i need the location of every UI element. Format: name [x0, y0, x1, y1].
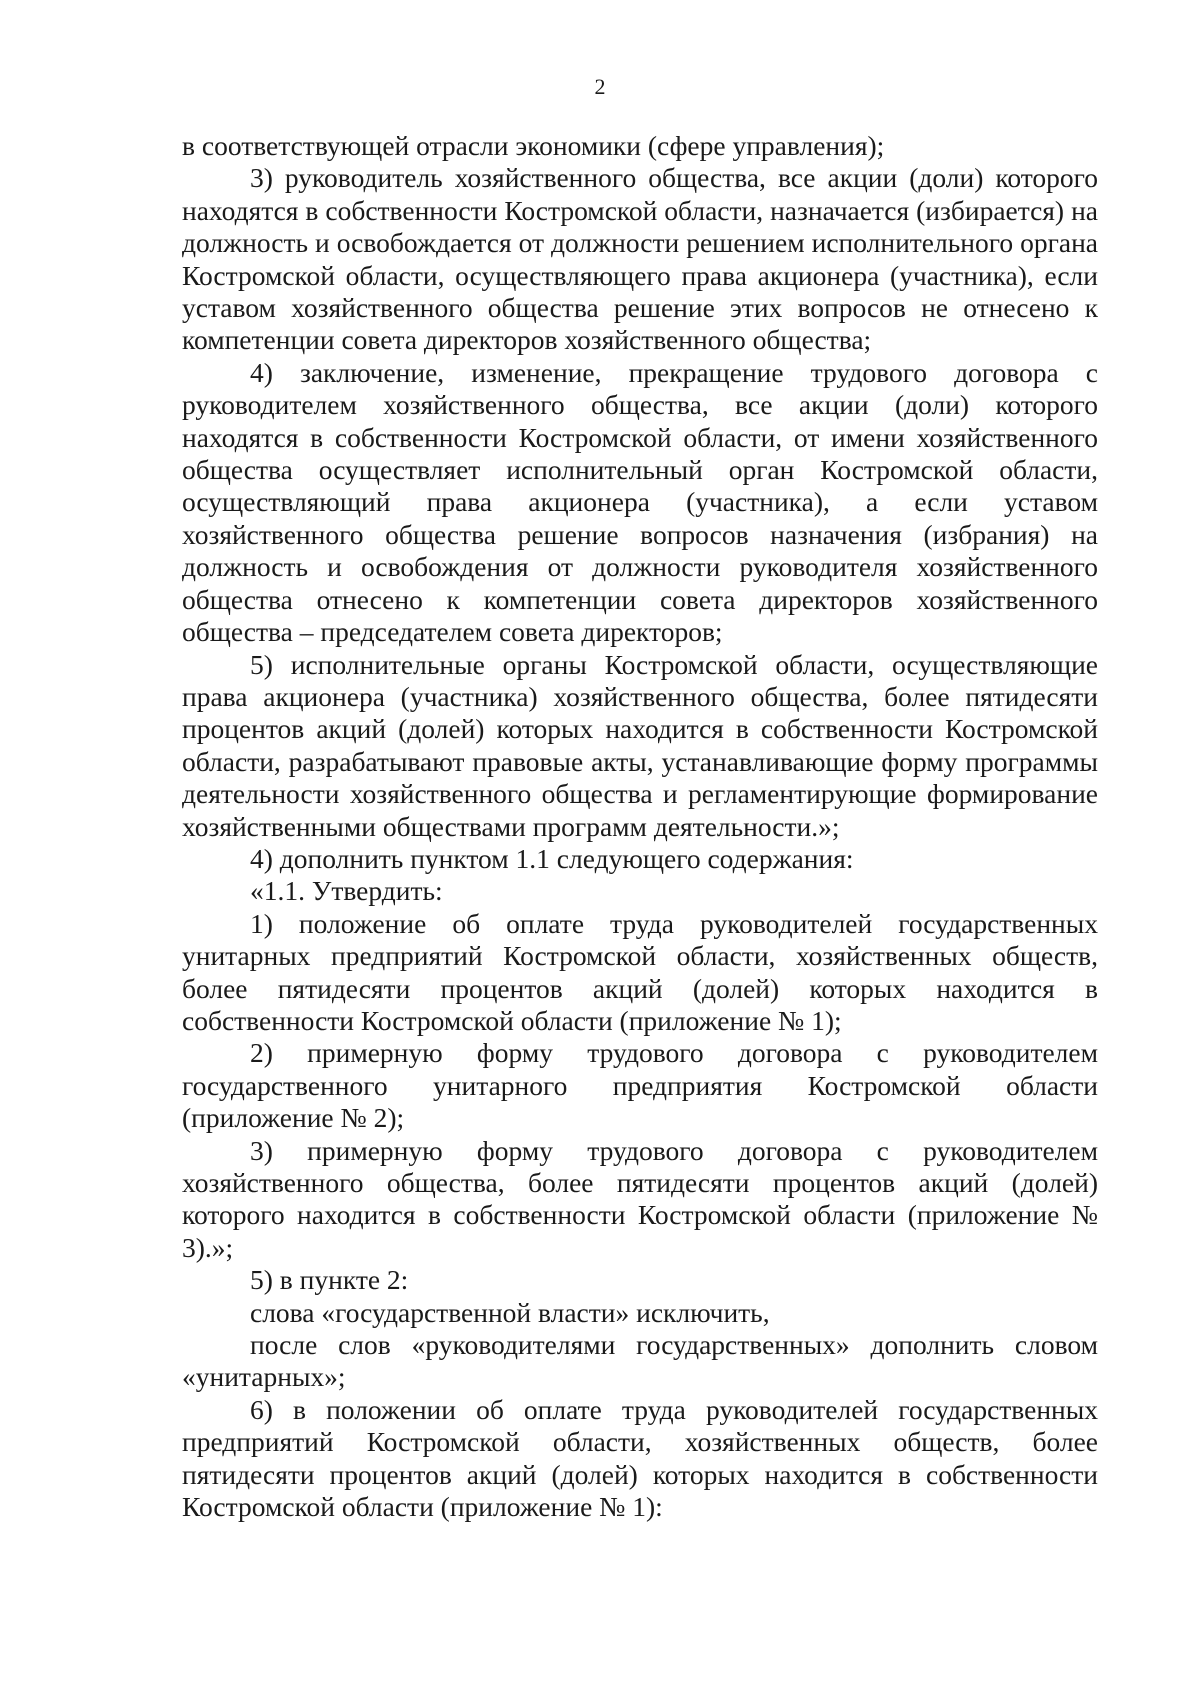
paragraph-amendment-6: 6) в положении об оплате труда руководителей государственных предприятий Костромской области, хозяйственных обществ, более пятидесяти процентов акций (долей) которых находится в собственности Костромской области (приложение № 1): — [182, 1393, 1098, 1523]
paragraph-approve-item-1: 1) положение об оплате труда руководителей государственных унитарных предприятий Костромской области, хозяйственных обществ, более пятидесяти процентов акций (долей) которых находится в собственности Костромской области (приложение № 1); — [182, 907, 1098, 1036]
paragraph-clause-1-1: «1.1. Утвердить: — [250, 875, 443, 907]
paragraph-approve-item-3: 3) примерную форму трудового договора с руководителем хозяйственного общества, более пятидесяти процентов акций (долей) которого находится в собственности Костромской области (приложение № 3).»; — [182, 1134, 1098, 1263]
paragraph-amendment-5: 5) в пункте 2: — [250, 1264, 409, 1296]
page-number: 2 — [594, 74, 606, 99]
paragraph-item-5-executive-bodies: 5) исполнительные органы Костромской области, осуществляющие права акционера (участника) хозяйственного общества, более пятидесяти процентов акций (долей) которых находится в собственности Костромской области, разрабатывают правовые акты, устанавливающие форму программы деятельности хозяйственного общества и регламентирующие формирование хозяйственными обществами программ деятельности.»; — [182, 648, 1098, 842]
paragraph-continuation: в соответствующей отрасли экономики (сфере управления); — [182, 130, 885, 161]
paragraph-item-4-labor-contract: 4) заключение, изменение, прекращение трудового договора с руководителем хозяйственного общества, все акции (доли) которого находятся в собственности Костромской области, от имени хозяйственного общества осуществляет исполнительный орган Костромской области, осуществляющий права акционера (участника), а если уставом хозяйственного общества решение вопросов назначения (избрания) на должность и освобождения от должности руководителя хозяйственного общества отнесено к компетенции совета директоров хозяйственного общества – председателем совета директоров; — [182, 356, 1098, 648]
paragraph-item-3-director-appointment: 3) руководитель хозяйственного общества, все акции (доли) которого находятся в собственности Костромской области, назначается (избирается) на должность и освобождается от должности решением исполнительного органа Костромской области, осуществляющего права акционера (участника), если уставом хозяйственного общества решение этих вопросов не отнесено к компетенции совета директоров хозяйственного общества; — [182, 162, 1098, 356]
document-body — [182, 130, 1098, 1523]
paragraph-amendment-5-words: слова «государственной власти» исключить, — [250, 1296, 770, 1328]
paragraph-approve-item-2: 2) примерную форму трудового договора с руководителем государственного унитарного предприятия Костромской области (приложение № 2); — [182, 1037, 1098, 1134]
paragraph-amendment-4: 4) дополнить пунктом 1.1 следующего содержания: — [250, 842, 854, 874]
paragraph-amendment-5-after-words: после слов «руководителями государственных» дополнить словом «унитарных»; — [182, 1329, 1098, 1393]
